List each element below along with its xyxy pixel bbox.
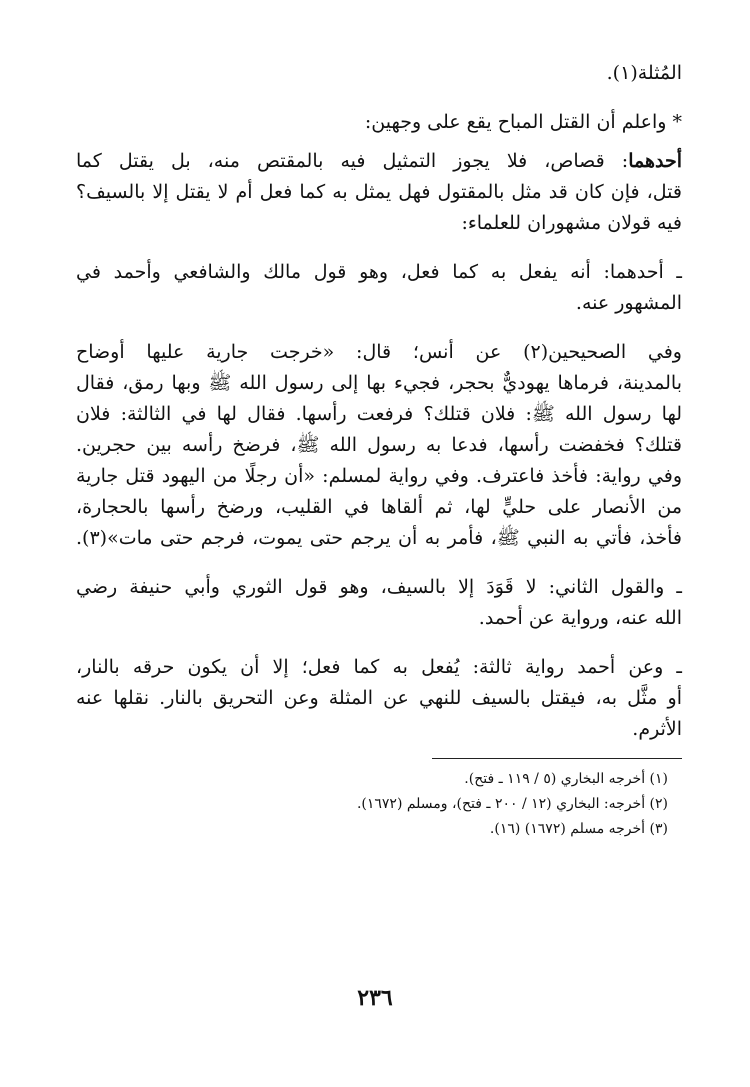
hadith-line-7: فأخذ، فأتي به النبي ﷺ، فأمر به أن يرجم حتى يموت، فرجم حتى مات»(٣). bbox=[76, 527, 682, 549]
q3-line-1: ـ وعن أحمد رواية ثالثة: يُفعل به كما فعل؛ إلا أن يكون حرقه بالنار، bbox=[76, 656, 682, 678]
intro-line: * واعلم أن القتل المباح يقع على وجهين: bbox=[364, 111, 682, 133]
q2-line-1: ـ والقول الثاني: لا قَوَدَ إلا بالسيف، وهو قول الثوري وأبي حنيفة رضي bbox=[76, 576, 682, 598]
footnote-1: (١) أخرجه البخاري (٥ / ١١٩ ـ فتح). bbox=[464, 771, 668, 787]
q2-line-2: الله عنه، ورواية عن أحمد. bbox=[478, 607, 682, 629]
footnote-divider bbox=[432, 758, 682, 759]
footnote-3: (٣) أخرجه مسلم (١٦٧٢) (١٦). bbox=[489, 821, 668, 837]
hadith-line-1: وفي الصحيحين(٢) عن أنس؛ قال: «خرجت جارية عليها أوضاح bbox=[76, 341, 682, 363]
p1-line-3: فيه قولان مشهوران للعلماء: bbox=[461, 212, 682, 234]
hadith-line-4: قتلك؟ فخفضت رأسها، فدعا به رسول الله ﷺ، فرضخ رأسه بين حجرين. bbox=[76, 434, 682, 456]
hadith-line-3: لها رسول الله ﷺ: فلان قتلك؟ فرفعت رأسها. فقال لها في الثالثة: فلان bbox=[76, 403, 682, 425]
q3-line-2: أو مثَّل به، فيقتل بالسيف للنهي عن المثلة وعن التحريق بالنار. نقلها عنه bbox=[76, 687, 682, 709]
q3-line-3: الأثرم. bbox=[632, 718, 682, 740]
section-heading: المُثلة(١). bbox=[606, 62, 682, 84]
q1-line-2: المشهور عنه. bbox=[575, 292, 682, 314]
hadith-line-6: من الأنصار على حليٍّ لها، ثم ألقاها في القليب، ورضخ رأسها بالحجارة، bbox=[76, 496, 682, 518]
p1-line-1 bbox=[76, 146, 682, 177]
hadith-line-2: بالمدينة، فرماها يهوديٌّ بحجر، فجيء بها إلى رسول الله ﷺ وبها رمق، فقال bbox=[76, 372, 682, 394]
page-body bbox=[76, 58, 682, 842]
p1-line-2: قتل، فإن كان قد مثل بالمقتول فهل يمثل به كما فعل أم لا يقتل إلا بالسيف؟ bbox=[76, 181, 682, 203]
hadith-line-5: وفي رواية: فأخذ فاعترف. وفي رواية لمسلم: «أن رجلًا من اليهود قتل جارية bbox=[76, 465, 682, 487]
footnote-2: (٢) أخرجه: البخاري (١٢ / ٢٠٠ ـ فتح)، ومسلم (١٦٧٢). bbox=[356, 796, 668, 812]
q1-line-1: ـ أحدهما: أنه يفعل به كما فعل، وهو قول مالك والشافعي وأحمد في bbox=[76, 261, 682, 283]
p1-line-1-text: : قصاص، فلا يجوز التمثيل فيه بالمقتص منه، بل يقتل كما bbox=[76, 150, 629, 172]
p1-label: أحدهما bbox=[628, 150, 682, 172]
page-number: ٢٣٦ bbox=[357, 985, 393, 1011]
